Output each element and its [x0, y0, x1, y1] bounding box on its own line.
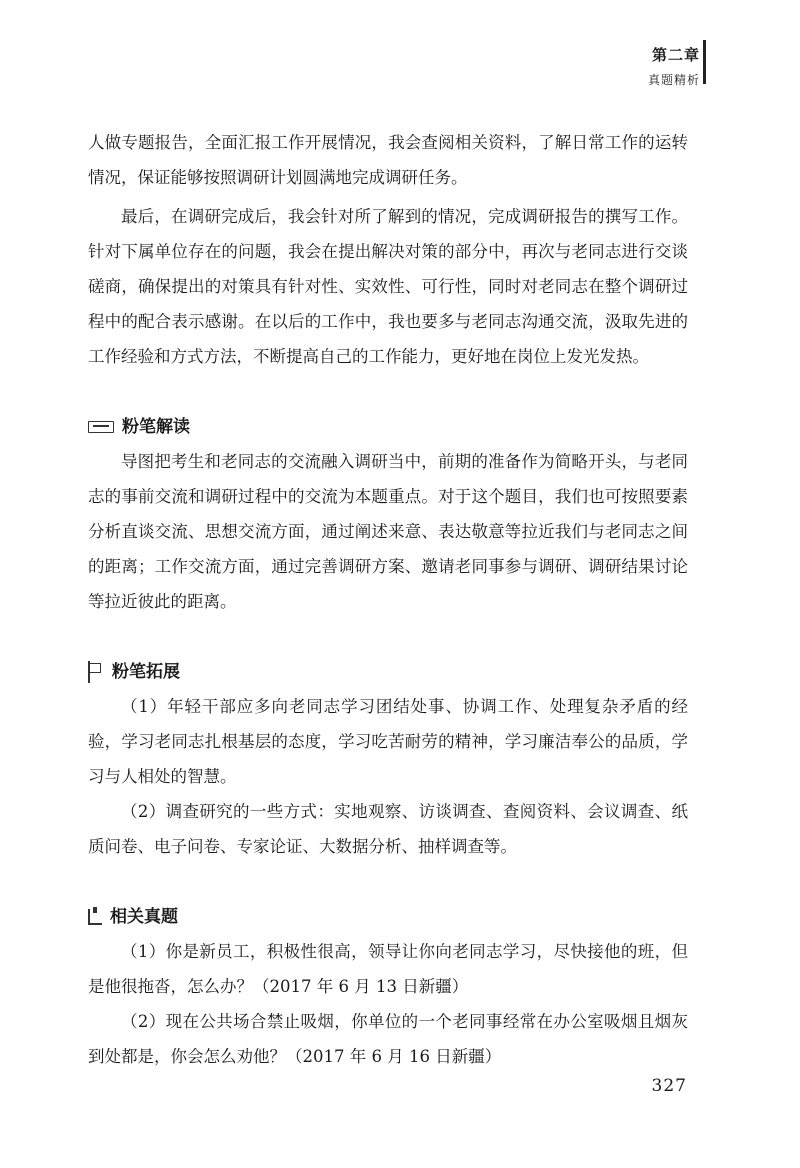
corner-mark-icon: [88, 909, 102, 925]
page-content: [88, 125, 688, 1074]
extension-heading: [88, 657, 688, 687]
header-rule: [703, 40, 706, 84]
chapter-subtitle: 真题精析: [647, 73, 700, 87]
body-paragraph-1: 人做专题报告，全面汇报工作开展情况，我会查阅相关资料，了解日常工作的运转情况，保证能够按照调研计划圆满地完成调研任务。: [88, 133, 688, 187]
extension-item-1: （1）年轻干部应多向老同志学习团结处事、协调工作、处理复杂矛盾的经验，学习老同志扎根基层的态度，学习吃苦耐劳的精神，学习廉洁奉公的品质，学习与人相处的智慧。: [88, 697, 688, 786]
related-title: 相关真题: [110, 907, 178, 927]
related-item-1: （1）你是新员工，积极性很高，领导让你向老同志学习，尽快接他的班，但是他很拖沓，怎么办？（2017 年 6 月 13 日新疆）: [88, 942, 688, 996]
pen-box-icon: [88, 421, 114, 433]
related-item-2: （2）现在公共场合禁止吸烟，你单位的一个老同事经常在办公室吸烟且烟灰到处都是，你会怎么劝他？（2017 年 6 月 16 日新疆）: [88, 1012, 688, 1066]
page-number: 327: [651, 1076, 687, 1096]
running-header: [648, 44, 700, 88]
extension-title: 粉笔拓展: [112, 662, 180, 682]
related-heading: [88, 902, 688, 932]
interpretation-heading: [88, 412, 688, 442]
chapter-label: 第二章: [651, 46, 700, 64]
interpretation-paragraph: 导图把考生和老同志的交流融入调研当中，前期的准备作为简略开头，与老同志的事前交流和调研过程中的交流为本题重点。对于这个题目，我们也可按照要素分析直谈交流、思想交流方面，通过阐述来意、表达敬意等拉近我们与老同志之间的距离；工作交流方面，通过完善调研方案、邀请老同事参与调研、调研结果讨论等拉近彼此的距离。: [88, 452, 688, 611]
extension-item-2: （2）调查研究的一些方式：实地观察、访谈调查、查阅资料、会议调查、纸质问卷、电子问卷、专家论证、大数据分析、抽样调查等。: [88, 802, 688, 856]
flag-icon: [88, 661, 104, 683]
interpretation-section: [88, 412, 688, 619]
interpretation-title: 粉笔解读: [122, 417, 190, 437]
extension-section: [88, 657, 688, 864]
related-section: [88, 902, 688, 1074]
body-paragraph-2: 最后，在调研完成后，我会针对所了解到的情况，完成调研报告的撰写工作。针对下属单位存在的问题，我会在提出解决对策的部分中，再次与老同志进行交谈磋商，确保提出的对策具有针对性、实效性、可行性，同时对老同志在整个调研过程中的配合表示感谢。在以后的工作中，我也要多与老同志沟通交流，汲取先进的工作经验和方式方法，不断提高自己的工作能力，更好地在岗位上发光发热。: [88, 207, 688, 366]
